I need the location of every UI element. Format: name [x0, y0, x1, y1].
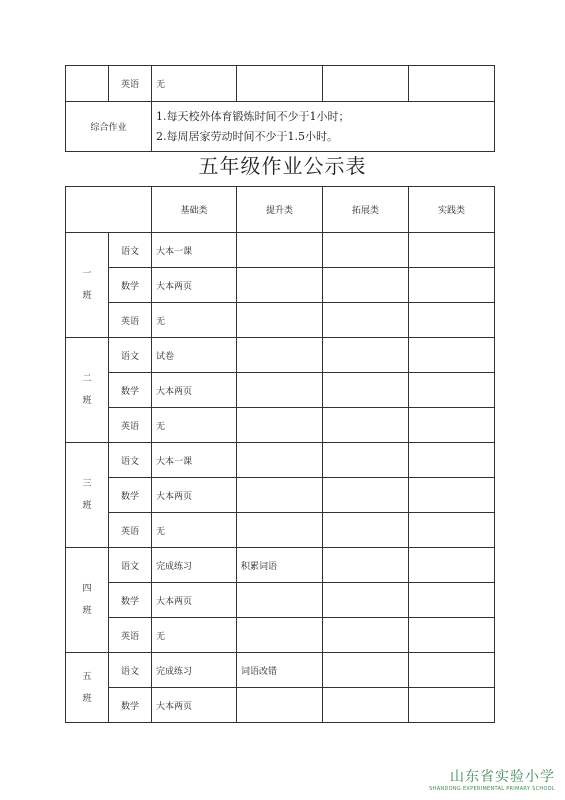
expand-cell: [323, 443, 409, 478]
basic-cell: 试卷: [152, 338, 237, 373]
basic-cell: 完成练习: [152, 548, 237, 583]
basic-cell: 大本两页: [152, 583, 237, 618]
expand-cell: [323, 513, 409, 548]
expand-cell: [323, 233, 409, 268]
subject-cell: 英语: [109, 408, 152, 443]
subject-cell: 数学: [109, 478, 152, 513]
top-table-fragment: [65, 65, 495, 152]
school-logo: [429, 766, 555, 792]
subject-cell: 英语: [109, 66, 152, 102]
practice-cell: [409, 443, 495, 478]
basic-cell: 大本两页: [152, 373, 237, 408]
subject-cell: 英语: [109, 513, 152, 548]
basic-cell: 大本两页: [152, 268, 237, 303]
practice-cell: [409, 233, 495, 268]
expand-cell: [323, 478, 409, 513]
basic-cell: 无: [152, 303, 237, 338]
basic-cell: 大本一课: [152, 443, 237, 478]
page-title: 五年级作业公示表: [198, 154, 367, 178]
subject-cell: 数学: [109, 373, 152, 408]
subject-cell: 语文: [109, 653, 152, 688]
expand-cell: [323, 268, 409, 303]
class-char: 班: [82, 291, 92, 301]
improve-cell: [237, 618, 323, 653]
practice-cell: [409, 513, 495, 548]
basic-cell: 无: [152, 618, 237, 653]
table-row: [66, 583, 495, 618]
practice-cell: [409, 373, 495, 408]
improve-cell: [237, 513, 323, 548]
expand-cell: [323, 688, 409, 723]
comprehensive-note-2: 2.每周居家劳动时间不少于1.5小时。: [156, 129, 338, 143]
class-char: 一: [82, 269, 92, 279]
table-row: [66, 443, 495, 478]
improve-cell: [237, 688, 323, 723]
practice-cell: [409, 338, 495, 373]
practice-cell: [409, 303, 495, 338]
table-row: [66, 233, 495, 268]
comprehensive-label: 综合作业: [66, 102, 152, 152]
expand-cell: [323, 408, 409, 443]
class-char: 班: [82, 693, 92, 704]
table-row: [66, 373, 495, 408]
subject-cell: 数学: [109, 268, 152, 303]
table-row: [66, 102, 495, 152]
subject-cell: 英语: [109, 618, 152, 653]
table-row: [66, 303, 495, 338]
class-char: 五: [82, 671, 92, 682]
logo-english: SHANDONG EXPERIMENTAL PRIMARY SCHOOL: [429, 786, 555, 792]
basic-cell: 无: [152, 66, 237, 102]
table-row: [66, 548, 495, 583]
expand-cell: [323, 548, 409, 583]
class-label: [66, 233, 109, 338]
logo-chinese: 山东省实验小学: [450, 769, 555, 785]
table-row: [66, 513, 495, 548]
expand-cell: [323, 618, 409, 653]
table-row: [66, 338, 495, 373]
header-expand: 拓展类: [323, 187, 409, 233]
table-row: [66, 268, 495, 303]
class-label: [66, 443, 109, 548]
homework-table: [65, 186, 495, 723]
expand-cell: [323, 583, 409, 618]
expand-cell: [323, 653, 409, 688]
practice-cell: [409, 583, 495, 618]
basic-cell: 大本两页: [152, 688, 237, 723]
improve-cell: [237, 583, 323, 618]
subject-cell: 数学: [109, 583, 152, 618]
class-char: 班: [82, 501, 92, 511]
practice-cell: [409, 688, 495, 723]
practice-cell: [409, 408, 495, 443]
class-char: 二: [82, 374, 92, 384]
class-label: [66, 338, 109, 443]
table-row: [66, 653, 495, 688]
improve-cell: 积累词语: [237, 548, 323, 583]
practice-cell: [409, 478, 495, 513]
header-practice: 实践类: [409, 187, 495, 233]
subject-cell: 语文: [109, 548, 152, 583]
class-label: [66, 548, 109, 653]
class-char: 四: [82, 584, 92, 594]
improve-cell: [237, 268, 323, 303]
subject-cell: 语文: [109, 443, 152, 478]
practice-cell: [409, 618, 495, 653]
practice-cell: [409, 268, 495, 303]
expand-cell: [323, 373, 409, 408]
subject-cell: 语文: [109, 338, 152, 373]
improve-cell: [237, 408, 323, 443]
class-char: 三: [82, 479, 92, 489]
basic-cell: 大本一课: [152, 233, 237, 268]
improve-cell: [237, 233, 323, 268]
improve-cell: 词语改错: [237, 653, 323, 688]
header-basic: 基础类: [152, 187, 237, 233]
header-row: [66, 187, 495, 233]
table-row: [66, 478, 495, 513]
header-improve: 提升类: [237, 187, 323, 233]
class-label: [66, 653, 109, 723]
table-row: [66, 66, 495, 102]
expand-cell: [323, 303, 409, 338]
improve-cell: [237, 338, 323, 373]
table-row: [66, 618, 495, 653]
practice-cell: [409, 653, 495, 688]
improve-cell: [237, 373, 323, 408]
improve-cell: [237, 443, 323, 478]
basic-cell: 无: [152, 408, 237, 443]
subject-cell: 语文: [109, 233, 152, 268]
class-rows: [66, 233, 495, 723]
improve-cell: [237, 478, 323, 513]
improve-cell: [237, 303, 323, 338]
expand-cell: [323, 338, 409, 373]
subject-cell: 英语: [109, 303, 152, 338]
class-char: 班: [82, 606, 92, 616]
comprehensive-note-1: 1.每天校外体育锻炼时间不少于1小时；: [156, 109, 350, 123]
basic-cell: 完成练习: [152, 653, 237, 688]
table-row: [66, 408, 495, 443]
comprehensive-notes: [152, 102, 495, 152]
basic-cell: 无: [152, 513, 237, 548]
table-row: [66, 688, 495, 723]
subject-cell: 数学: [109, 688, 152, 723]
basic-cell: 大本两页: [152, 478, 237, 513]
class-char: 班: [82, 396, 92, 406]
practice-cell: [409, 548, 495, 583]
